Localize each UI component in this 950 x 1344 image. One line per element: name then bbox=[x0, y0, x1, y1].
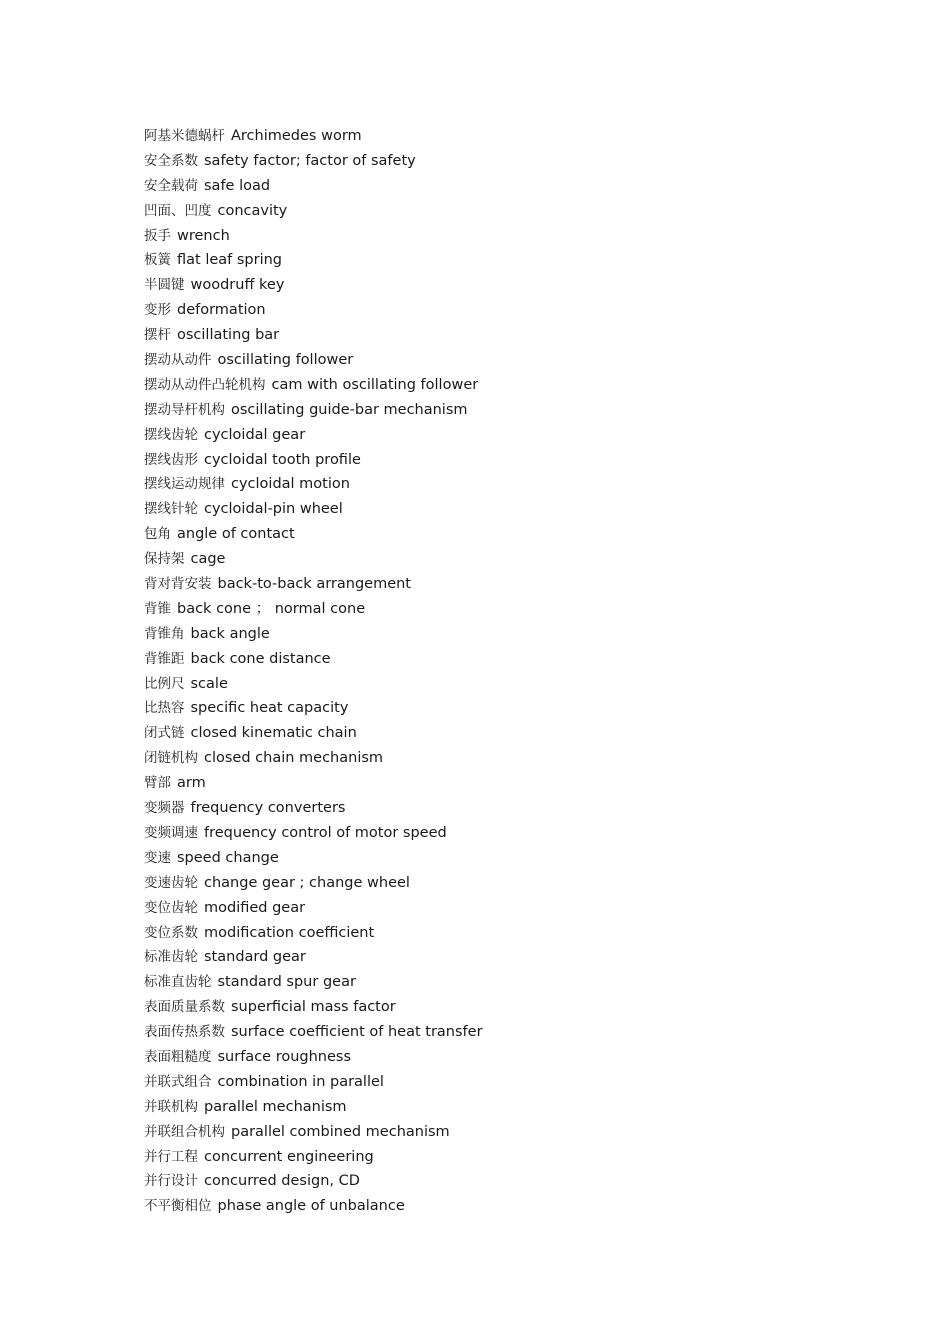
english-term: deformation bbox=[177, 302, 266, 319]
chinese-term: 安全系数 bbox=[144, 152, 198, 169]
english-term: back cone distance bbox=[190, 650, 331, 667]
chinese-term: 板簧 bbox=[144, 252, 171, 269]
chinese-term: 比例尺 bbox=[144, 675, 185, 692]
glossary-entry bbox=[144, 821, 844, 846]
glossary-entry bbox=[144, 273, 844, 298]
english-term: oscillating guide-bar mechanism bbox=[231, 401, 468, 418]
english-term: cycloidal gear bbox=[204, 426, 306, 443]
glossary-entry bbox=[144, 472, 844, 497]
glossary-entry bbox=[144, 522, 844, 547]
chinese-term: 变频调速 bbox=[144, 824, 198, 841]
chinese-term: 摆动从动件 bbox=[144, 352, 212, 369]
glossary-entry bbox=[144, 846, 844, 871]
english-term: parallel combined mechanism bbox=[231, 1123, 450, 1140]
english-term: phase angle of unbalance bbox=[217, 1198, 405, 1215]
english-term: cycloidal tooth profile bbox=[204, 451, 361, 468]
english-term: modified gear bbox=[204, 899, 306, 916]
glossary-entry bbox=[144, 547, 844, 572]
glossary-entry bbox=[144, 248, 844, 273]
chinese-term: 凹面、凹度 bbox=[144, 202, 212, 219]
glossary-entry bbox=[144, 1194, 844, 1219]
chinese-term: 变速齿轮 bbox=[144, 874, 198, 891]
chinese-term: 包角 bbox=[144, 526, 171, 543]
english-term: arm bbox=[177, 775, 206, 792]
chinese-term: 背锥 bbox=[144, 600, 171, 617]
chinese-term: 标准齿轮 bbox=[144, 949, 198, 966]
glossary-entry bbox=[144, 448, 844, 473]
chinese-term: 变形 bbox=[144, 302, 171, 319]
glossary-entry bbox=[144, 1045, 844, 1070]
english-term: speed change bbox=[177, 849, 279, 866]
glossary-entry bbox=[144, 945, 844, 970]
english-term: cam with oscillating follower bbox=[271, 376, 479, 393]
english-term: parallel mechanism bbox=[204, 1098, 347, 1115]
english-term: safety factor; factor of safety bbox=[204, 152, 416, 169]
glossary-entry bbox=[144, 1145, 844, 1170]
chinese-term: 并联组合机构 bbox=[144, 1123, 225, 1140]
glossary-entry bbox=[144, 373, 844, 398]
english-term: wrench bbox=[177, 227, 230, 244]
glossary-entry bbox=[144, 298, 844, 323]
glossary-entry bbox=[144, 1095, 844, 1120]
english-term: cycloidal-pin wheel bbox=[204, 501, 343, 518]
chinese-term: 变速 bbox=[144, 849, 171, 866]
chinese-term: 并行工程 bbox=[144, 1148, 198, 1165]
glossary-entry bbox=[144, 647, 844, 672]
glossary-entry bbox=[144, 970, 844, 995]
chinese-term: 摆杆 bbox=[144, 327, 171, 344]
english-term: cage bbox=[190, 551, 226, 568]
chinese-term: 背锥角 bbox=[144, 625, 185, 642]
glossary-entry bbox=[144, 1070, 844, 1095]
glossary-entry bbox=[144, 149, 844, 174]
english-term: frequency converters bbox=[190, 800, 346, 817]
chinese-term: 臂部 bbox=[144, 775, 171, 792]
glossary-entry bbox=[144, 672, 844, 697]
glossary-entry bbox=[144, 871, 844, 896]
chinese-term: 表面传热系数 bbox=[144, 1024, 225, 1041]
glossary-entry bbox=[144, 348, 844, 373]
english-term: back angle bbox=[190, 625, 270, 642]
glossary-entry bbox=[144, 896, 844, 921]
glossary-entry bbox=[144, 174, 844, 199]
chinese-term: 扳手 bbox=[144, 227, 171, 244]
glossary-list bbox=[144, 124, 844, 1219]
english-term: concavity bbox=[217, 202, 288, 219]
glossary-entry bbox=[144, 572, 844, 597]
chinese-term: 变频器 bbox=[144, 800, 185, 817]
glossary-entry bbox=[144, 921, 844, 946]
english-term: concurrent engineering bbox=[204, 1148, 374, 1165]
glossary-entry bbox=[144, 398, 844, 423]
chinese-term: 闭式链 bbox=[144, 725, 185, 742]
glossary-entry bbox=[144, 124, 844, 149]
english-term: combination in parallel bbox=[217, 1073, 384, 1090]
chinese-term: 闭链机构 bbox=[144, 750, 198, 767]
glossary-page bbox=[144, 124, 844, 1219]
chinese-term: 表面粗糙度 bbox=[144, 1048, 212, 1065]
english-term: oscillating bar bbox=[177, 327, 280, 344]
english-term: frequency control of motor speed bbox=[204, 824, 447, 841]
chinese-term: 摆动导杆机构 bbox=[144, 401, 225, 418]
chinese-term: 安全载荷 bbox=[144, 177, 198, 194]
english-term: closed chain mechanism bbox=[204, 750, 384, 767]
english-term: modification coefficient bbox=[204, 924, 375, 941]
glossary-entry bbox=[144, 1120, 844, 1145]
chinese-term: 比热容 bbox=[144, 700, 185, 717]
english-term: specific heat capacity bbox=[190, 700, 349, 717]
english-term: scale bbox=[190, 675, 228, 692]
english-term: standard spur gear bbox=[217, 974, 356, 991]
english-term: surface roughness bbox=[217, 1048, 352, 1065]
chinese-term: 标准直齿轮 bbox=[144, 974, 212, 991]
english-term: safe load bbox=[204, 177, 271, 194]
chinese-term: 阿基米德蜗杆 bbox=[144, 128, 225, 144]
english-term: oscillating follower bbox=[217, 352, 354, 369]
chinese-term: 摆线齿轮 bbox=[144, 426, 198, 443]
english-term: angle of contact bbox=[177, 526, 295, 543]
glossary-entry bbox=[144, 796, 844, 821]
glossary-entry bbox=[144, 1020, 844, 1045]
glossary-entry bbox=[144, 224, 844, 249]
english-term: woodruff key bbox=[190, 277, 285, 294]
glossary-entry bbox=[144, 323, 844, 348]
chinese-term: 表面质量系数 bbox=[144, 999, 225, 1016]
english-term: standard gear bbox=[204, 949, 306, 966]
chinese-term: 不平衡相位 bbox=[144, 1198, 212, 1215]
chinese-term: 并联式组合 bbox=[144, 1073, 212, 1090]
english-term: change gear ; change wheel bbox=[204, 874, 410, 891]
chinese-term: 背对背安装 bbox=[144, 576, 212, 593]
glossary-entry bbox=[144, 771, 844, 796]
glossary-entry bbox=[144, 423, 844, 448]
glossary-entry bbox=[144, 696, 844, 721]
chinese-term: 半圆键 bbox=[144, 277, 185, 294]
english-term: Archimedes worm bbox=[231, 128, 362, 144]
glossary-entry bbox=[144, 721, 844, 746]
english-term: back cone ； normal cone bbox=[177, 600, 366, 617]
english-term: cycloidal motion bbox=[231, 476, 350, 493]
chinese-term: 变位齿轮 bbox=[144, 899, 198, 916]
english-term: surface coefficient of heat transfer bbox=[231, 1024, 483, 1041]
chinese-term: 并行设计 bbox=[144, 1173, 198, 1190]
english-term: concurred design, CD bbox=[204, 1173, 360, 1190]
glossary-entry bbox=[144, 597, 844, 622]
chinese-term: 背锥距 bbox=[144, 650, 185, 667]
english-term: superficial mass factor bbox=[231, 999, 396, 1016]
chinese-term: 摆线针轮 bbox=[144, 501, 198, 518]
english-term: back-to-back arrangement bbox=[217, 576, 411, 593]
chinese-term: 变位系数 bbox=[144, 924, 198, 941]
english-term: closed kinematic chain bbox=[190, 725, 357, 742]
chinese-term: 并联机构 bbox=[144, 1098, 198, 1115]
glossary-entry bbox=[144, 199, 844, 224]
glossary-entry bbox=[144, 746, 844, 771]
glossary-entry bbox=[144, 622, 844, 647]
glossary-entry bbox=[144, 1169, 844, 1194]
chinese-term: 摆线齿形 bbox=[144, 451, 198, 468]
glossary-entry bbox=[144, 995, 844, 1020]
chinese-term: 摆动从动件凸轮机构 bbox=[144, 376, 266, 393]
english-term: flat leaf spring bbox=[177, 252, 283, 269]
chinese-term: 摆线运动规律 bbox=[144, 476, 225, 493]
chinese-term: 保持架 bbox=[144, 551, 185, 568]
glossary-entry bbox=[144, 497, 844, 522]
